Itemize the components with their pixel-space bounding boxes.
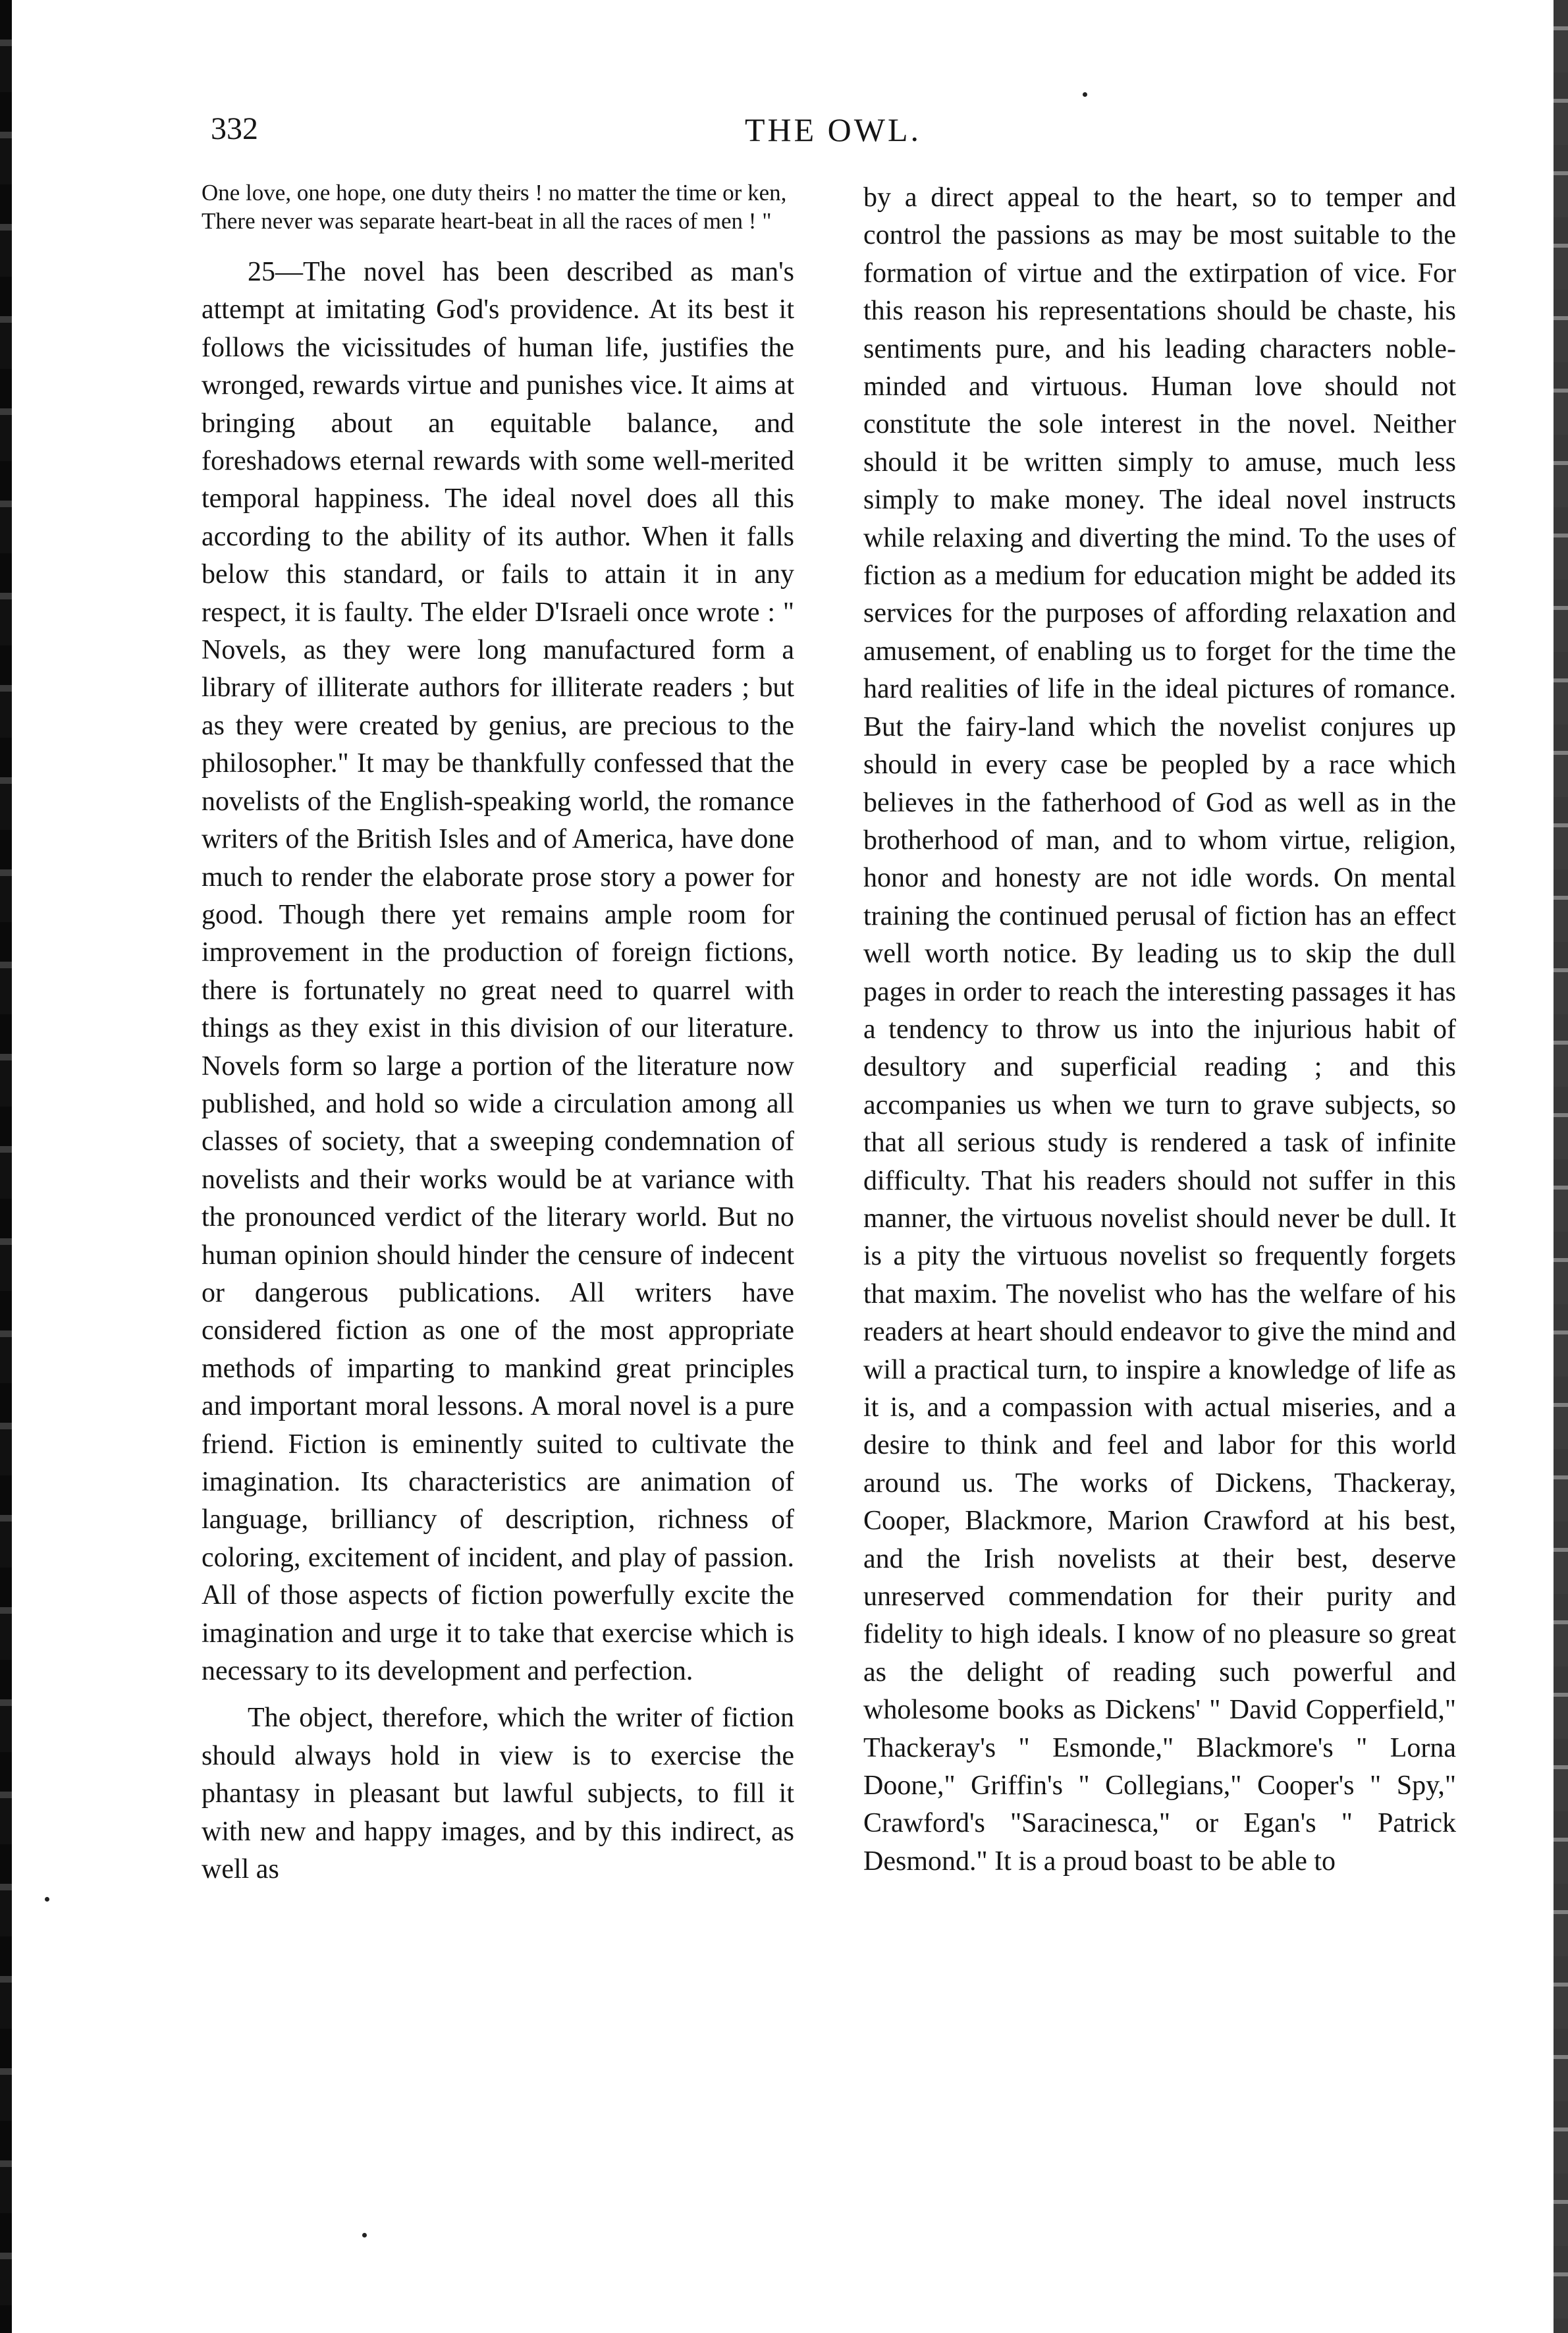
page-number: 332 xyxy=(211,111,258,146)
print-speck xyxy=(1083,92,1087,97)
right-column xyxy=(863,179,1456,1880)
paragraph: The object, therefore, which the writer of fiction should always hold in view is to exercise the phantasy in pleasant but lawful subjects, to fill it with new and happy images, and by this indirect, as well as xyxy=(202,1703,794,1885)
running-head: THE OWL. xyxy=(744,111,922,148)
page-edge-shadow-left xyxy=(0,0,12,2333)
verse-line: One love, one hope, one duty theirs ! no matter the time or ken, xyxy=(202,180,787,206)
verse-quote xyxy=(202,179,794,235)
verse-line: There never was separate heart-beat in all the races of men ! " xyxy=(202,207,772,234)
print-speck xyxy=(362,2233,367,2237)
paragraph: 25—The novel has been described as man's attempt at imitating God's providence. At its best it follows the vicissitudes of human life, justifies the wronged, rewards virtue and punishes vice. It aims at bringing about an equitable balance, and foreshadows eternal rewards with some well-merited temporal happiness. The ideal novel does all this according to the ability of its author. When it falls below this standard, or fails to attain it in any respect, it is faulty. The elder D'Israeli once wrote : " Novels, as they were long manufactured form a library of illiterate authors for illiterate readers ; but as they were created by genius, are precious to the philosopher." It may be thankfully confessed that the novelists of the English-speaking world, the romance writers of the British Isles and of America, have done much to render the elaborate prose story a power for good. Though there yet remains ample room for improvement in the production of foreign fictions, there is fortunately no great need to quarrel with things as they exist in this division of our literature. Novels form so large a portion of the literature now published, and hold so wide a circulation among all classes of society, that a sweeping condemnation of novelists and their works would be at variance with the pronounced verdict of the literary world. But no human opinion should hinder the censure of indecent or dangerous publications. All writers have considered fiction as one of the most appropriate methods of imparting to mankind great principles and important moral lessons. A moral novel is a pure friend. Fiction is eminently suited to cultivate the imagination. Its characteristics are animation of language, brilliancy of description, richness of coloring, excitement of incident, and play of passion. All of those aspects of fiction powerfully excite the imagination and urge it to take that exercise which is necessary to its development and perfection. xyxy=(202,257,794,1687)
page-header xyxy=(211,111,1455,163)
left-column xyxy=(202,179,794,1888)
print-speck xyxy=(45,1897,49,1902)
paragraph: by a direct appeal to the heart, so to temper and control the passions as may be most suitable to the formation of virtue and the extirpation of vice. For this reason his representations should be chaste, his sentiments pure, and his leading characters noble-minded and virtuous. Human love should not constitute the sole interest in the novel. Neither should it be written simply to amuse, much less simply to make money. The ideal novel instructs while relaxing and diverting the mind. To the uses of fiction as a medium for education might be added its services for the purposes of affording relaxation and amusement, of enabling us to forget for the time the hard realities of life in the ideal pictures of romance. But the fairy-land which the novelist conjures up should in every case be peopled by a race which believes in the fatherhood of God as well as in the brotherhood of man, and to whom virtue, religion, honor and honesty are not idle words. On mental training the continued perusal of fiction has an effect well worth notice. By leading us to skip the dull pages in order to reach the interesting passages it has a tendency to throw us into the injurious habit of desultory and superficial reading ; and this accompanies us when we turn to grave subjects, so that all serious study is rendered a task of infinite difficulty. That his readers should not suffer in this manner, the virtuous novelist should never be dull. It is a pity the virtuous novelist so frequently forgets that maxim. The novelist who has the welfare of his readers at heart should endeavor to give the mind and will a practical turn, to inspire a knowledge of life as it is, and a compassion with actual miseries, and a desire to think and feel and labor for this world around us. The works of Dickens, Thackeray, Cooper, Blackmore, Marion Crawford at his best, and the Irish novelists at their best, deserve unreserved commendation for their purity and fidelity to high ideals. I know of no pleasure so great as the delight of reading such powerful and wholesome books as Dickens' " David Copperfield," Thackeray's " Esmonde," Blackmore's " Lorna Doone," Griffin's " Collegians," Cooper's " Spy," Crawford's "Saracinesca," or Egan's " Patrick Desmond." It is a proud boast to be able to xyxy=(863,182,1456,1877)
page-edge-shadow-right xyxy=(1554,0,1568,2333)
